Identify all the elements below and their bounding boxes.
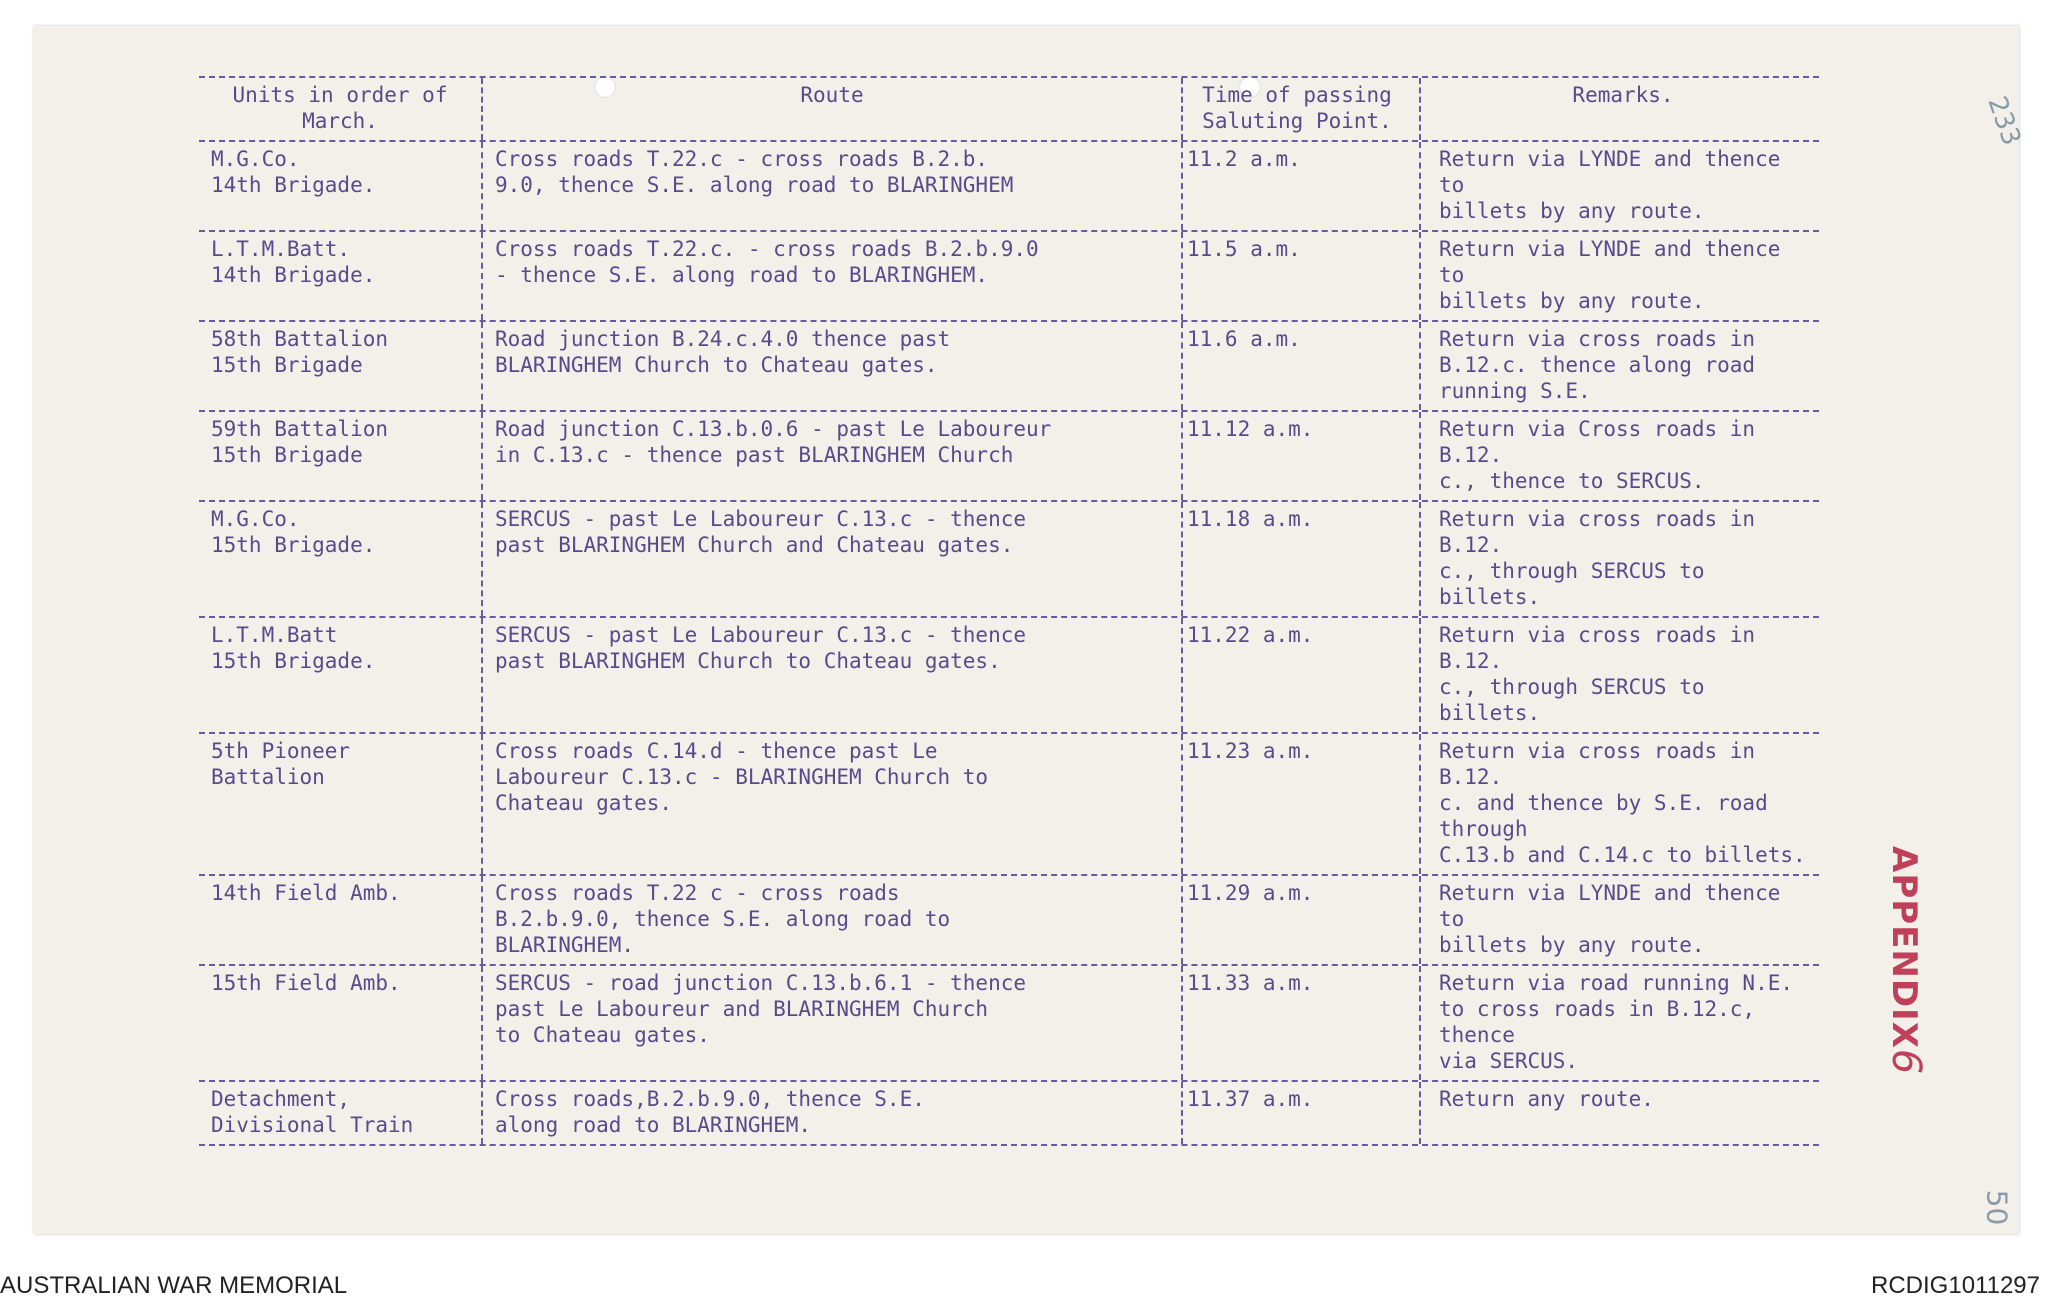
- route-cell: Cross roads T.22.c - cross roads B.2.b. 9.0, thence S.E. along road to BLARINGHEM: [481, 142, 1181, 230]
- march-table: [199, 76, 1819, 1146]
- header-units: Units in order of March.: [232, 83, 448, 133]
- route-cell: SERCUS - past Le Laboureur C.13.c - thence past BLARINGHEM Church and Chateau gates.: [481, 502, 1181, 616]
- time-cell: 11.37 a.m.: [1181, 1082, 1419, 1144]
- appendix-label: APPENDIX: [1884, 846, 1924, 1049]
- time-cell: 11.23 a.m.: [1181, 734, 1419, 874]
- remarks-cell: Return any route.: [1419, 1082, 1819, 1144]
- table-row: [199, 322, 1819, 412]
- page-number-annotation: 233: [1981, 92, 2027, 150]
- remarks-cell: Return via LYNDE and thence to billets by any route.: [1419, 142, 1819, 230]
- remarks-cell: Return via cross roads in B.12.c. thence along road running S.E.: [1419, 322, 1819, 410]
- route-cell: Cross roads C.14.d - thence past Le Laboureur C.13.c - BLARINGHEM Church to Chateau gates.: [481, 734, 1181, 874]
- appendix-stamp: [1883, 846, 1929, 1075]
- remarks-cell: Return via Cross roads in B.12. c., thence to SERCUS.: [1419, 412, 1819, 500]
- route-cell: Road junction C.13.b.0.6 - past Le Laboureur in C.13.c - thence past BLARINGHEM Church: [481, 412, 1181, 500]
- route-cell: SERCUS - past Le Laboureur C.13.c - thence past BLARINGHEM Church to Chateau gates.: [481, 618, 1181, 732]
- footer-record-id: RCDIG1011297: [1871, 1272, 2040, 1299]
- table-row: [199, 876, 1819, 966]
- header-remarks: Remarks.: [1419, 78, 1819, 140]
- route-cell: Cross roads T.22.c. - cross roads B.2.b.9.0 - thence S.E. along road to BLARINGHEM.: [481, 232, 1181, 320]
- footer-source: AUSTRALIAN WAR MEMORIAL: [0, 1272, 348, 1299]
- remarks-cell: Return via LYNDE and thence to billets by any route.: [1419, 232, 1819, 320]
- remarks-cell: Return via LYNDE and thence to billets by any route.: [1419, 876, 1819, 964]
- unit-cell: M.G.Co. 14th Brigade.: [211, 147, 376, 197]
- document-sheet: [34, 26, 2027, 1234]
- time-cell: 11.33 a.m.: [1181, 966, 1419, 1080]
- unit-cell: M.G.Co. 15th Brigade.: [211, 507, 376, 557]
- unit-cell: L.T.M.Batt 15th Brigade.: [211, 623, 376, 673]
- route-cell: Road junction B.24.c.4.0 thence past BLARINGHEM Church to Chateau gates.: [481, 322, 1181, 410]
- unit-cell: L.T.M.Batt. 14th Brigade.: [211, 237, 376, 287]
- header-time: Time of passing Saluting Point.: [1181, 78, 1419, 140]
- time-cell: 11.2 a.m.: [1181, 142, 1419, 230]
- remarks-cell: Return via cross roads in B.12. c. and thence by S.E. road through C.13.b and C.14.c to billets.: [1419, 734, 1819, 874]
- unit-cell: 15th Field Amb.: [211, 971, 401, 995]
- table-header-row: [199, 76, 1819, 142]
- route-cell: Cross roads T.22 c - cross roads B.2.b.9.0, thence S.E. along road to BLARINGHEM.: [481, 876, 1181, 964]
- table-row: [199, 966, 1819, 1082]
- time-cell: 11.22 a.m.: [1181, 618, 1419, 732]
- remarks-cell: Return via cross roads in B.12. c., through SERCUS to billets.: [1419, 618, 1819, 732]
- route-cell: SERCUS - road junction C.13.b.6.1 - thence past Le Laboureur and BLARINGHEM Church to Chateau gates.: [481, 966, 1181, 1080]
- table-row: [199, 618, 1819, 734]
- time-cell: 11.18 a.m.: [1181, 502, 1419, 616]
- header-route: Route: [481, 78, 1181, 140]
- unit-cell: 58th Battalion 15th Brigade: [211, 327, 389, 377]
- remarks-cell: Return via cross roads in B.12. c., through SERCUS to billets.: [1419, 502, 1819, 616]
- unit-cell: 14th Field Amb.: [211, 881, 401, 905]
- time-cell: 11.29 a.m.: [1181, 876, 1419, 964]
- table-row: [199, 1082, 1819, 1146]
- table-row: [199, 142, 1819, 232]
- table-row: [199, 412, 1819, 502]
- appendix-number: 6: [1883, 1048, 1929, 1076]
- time-cell: 11.6 a.m.: [1181, 322, 1419, 410]
- unit-cell: 59th Battalion 15th Brigade: [211, 417, 389, 467]
- remarks-cell: Return via road running N.E. to cross roads in B.12.c, thence via SERCUS.: [1419, 966, 1819, 1080]
- folio-number: 50: [1980, 1189, 2014, 1226]
- table-row: [199, 502, 1819, 618]
- time-cell: 11.5 a.m.: [1181, 232, 1419, 320]
- table-row: [199, 734, 1819, 876]
- time-cell: 11.12 a.m.: [1181, 412, 1419, 500]
- route-cell: Cross roads,B.2.b.9.0, thence S.E. along road to BLARINGHEM.: [481, 1082, 1181, 1144]
- table-row: [199, 232, 1819, 322]
- unit-cell: Detachment, Divisional Train: [211, 1087, 414, 1137]
- unit-cell: 5th Pioneer Battalion: [211, 739, 351, 789]
